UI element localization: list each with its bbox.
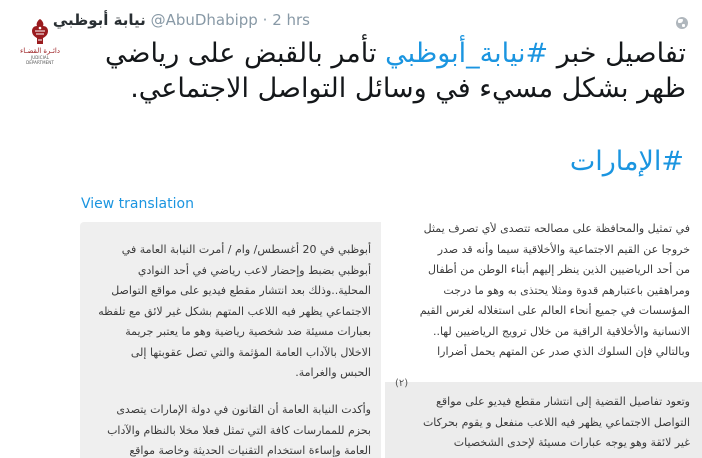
scan-text-line: من أحد الرياضيين الذين ينظر إليهم أبناء الوطن من أطفال (428, 263, 690, 276)
photo-left-text-1 (80, 240, 381, 384)
scan-text-line: التواصل الاجتماعي يظهر فيه اللاعب منفعل و يقوم بحركات (422, 415, 690, 429)
separator: · (262, 11, 268, 29)
scan-text-line: غير لائقة وهو يوجه عبارات مسيئة لإحدى الشخصيات (453, 436, 690, 449)
photo-left[interactable] (80, 222, 381, 458)
handle[interactable]: @AbuDhabipp (150, 11, 258, 29)
display-name[interactable]: نيابة أبوظبي (52, 11, 146, 29)
scan-text-line: في تمثيل والمحافظة على مصالحه تتصدى لأي تصرف يمثل (423, 222, 690, 235)
tweet-text (86, 36, 686, 106)
scan-text-line: وأكدت النيابة العامة أن القانون في دولة الإمارات يتصدى (116, 403, 371, 416)
hashtag-link[interactable]: #نيابة_أبوظبي (385, 38, 549, 69)
globe-icon[interactable] (676, 17, 688, 29)
tweet-text-before: تفاصيل خبر (548, 38, 686, 69)
photo-right-text-1 (385, 222, 702, 363)
photo-right-text-2 (385, 392, 702, 454)
scan-text-line: أبوظبي في 20 أغسطس/ وام / أمرت النيابة العامة في (121, 243, 371, 256)
scan-text-line: ومراهقين باعتبارهم قدوة ومثلا يحتذى به وهو ما درجت (443, 283, 690, 297)
org-name-en: JUDICIAL DEPARTMENT (26, 55, 54, 65)
scan-text-line: الاخلال بالآداب العامة المؤثمة والتي تصل عقوبتها إلى (130, 345, 371, 359)
page-number: (٢) (395, 378, 409, 389)
hashtag-emirates-link[interactable]: #الإمارات (569, 146, 684, 177)
tweet-text-after: تأمر بالقبض على رياضي ظهر بشكل مسيء في وسائل التواصل الاجتماعي. (105, 38, 686, 104)
media-grid[interactable] (80, 222, 702, 458)
scan-text-line: وبالتالي فإن السلوك الذي صدر عن المتهم يحمل أضرارا (437, 345, 690, 358)
scan-text-line: المؤسسات في جميع أنحاء العالم على استغلاله لغرس القيم (419, 304, 690, 317)
tweet-header (53, 11, 310, 29)
scan-text-line: الاجتماعي يظهر فيه اللاعب المتهم بشكل غير لائق مع تلفظه (98, 304, 371, 318)
timestamp[interactable]: 2 hrs (272, 11, 310, 29)
scan-text-line: بحزم للممارسات كافة التي تمثل فعلا مخلا بالنظام والآداب (107, 423, 371, 437)
scan-text-line: وتعود تفاصيل القضية إلى انتشار مقطع فيديو على مواقع (436, 395, 690, 408)
photo-left-text-2 (80, 400, 381, 458)
scan-text-line: العامة وإساءة استخدام التقنيات الحديثة وخاصة مواقع (129, 444, 371, 457)
scan-text-line: المحلية..وذلك بعد انتشار مقطع فيديو على مواقع التواصل (111, 284, 371, 297)
scan-text-line: خروجا عن القيم الاجتماعية والأخلاقية سيما وأنه قد صدر (437, 242, 690, 256)
falcon-emblem-icon (29, 18, 51, 46)
photo-right[interactable] (385, 222, 702, 458)
scan-text-line: الحبس والغرامة. (295, 366, 371, 379)
view-translation-link[interactable]: View translation (81, 196, 194, 212)
scan-text-line: بعبارات مسيئة ضد شخصية رياضية وهو ما يعتبر جريمة (125, 325, 371, 338)
scan-text-line: أبوظبي بضبط وإحضار لاعب رياضي في أحد النوادي (137, 263, 371, 277)
scan-text-line: الانسانية والأخلاقية الراقية من خلال ترويج الرياضيين لها.. (432, 324, 690, 338)
org-name-ar: دائـرة القضـاء (20, 47, 60, 55)
